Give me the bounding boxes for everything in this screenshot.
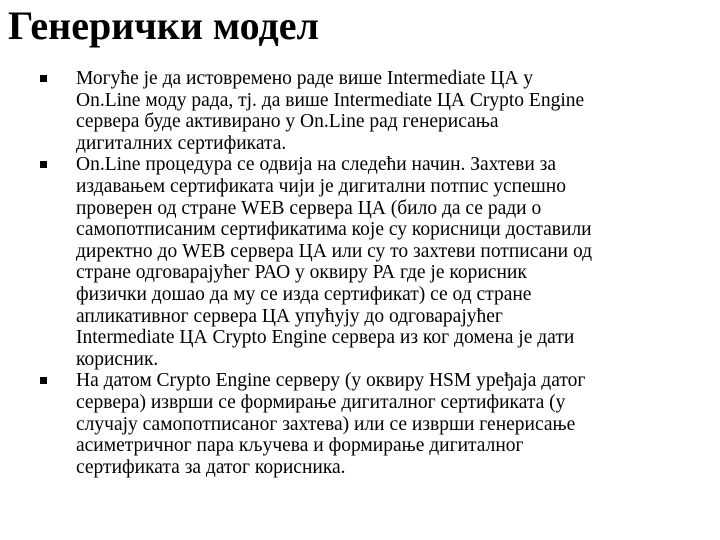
- text-line: сервера буде активирано у On.Line рад генерисања: [76, 111, 499, 133]
- text-line: сервера) изврши се формирање дигиталног сертификата (у: [76, 391, 566, 413]
- text-line: On.Line моду рада, тј. да више Intermediate ЦА Crypto Engine: [76, 89, 585, 111]
- bullet-text: [76, 154, 720, 370]
- square-bullet-icon: [40, 377, 47, 384]
- text-line: дигиталних сертификата.: [76, 132, 287, 154]
- text-line: корисник.: [76, 348, 159, 370]
- text-line: стране одговарајућег РАО у оквиру РА где је корисник: [76, 262, 527, 284]
- bullet-item: [40, 154, 720, 370]
- bullet-text: [76, 68, 720, 154]
- square-bullet-icon: [40, 75, 47, 82]
- text-line: сертификата за датог корисника.: [76, 456, 346, 478]
- bullet-item: [40, 68, 720, 154]
- text-line: издавањем сертификата чији је дигитални потпис успешно: [76, 175, 566, 197]
- slide-title: Генерички модел: [8, 3, 319, 48]
- text-line: физички дошао да му се изда сертификат) се од стране: [76, 283, 532, 305]
- text-line: асиметричног пара кључева и формирање дигиталног: [76, 435, 524, 457]
- text-line: самопотписаним сертификатима које су корисници доставили: [76, 219, 592, 241]
- text-line: On.Line процедура се одвија на следећи начин. Захтеви за: [76, 154, 557, 176]
- text-line: случају самопотписаног захтева) или се изврши генерисање: [76, 413, 576, 435]
- square-bullet-icon: [40, 161, 47, 168]
- bullet-list: [40, 68, 720, 478]
- text-line: На датом Crypto Engine серверу (у оквиру HSM уређаја датог: [76, 370, 586, 392]
- bullet-item: [40, 370, 720, 478]
- text-line: Intermediate ЦА Crypto Engine сервера из ког домена је дати: [76, 327, 575, 349]
- text-line: директно до WEB сервера ЦА или су то захтеви потписани од: [76, 240, 593, 262]
- text-line: проверен од стране WEB сервера ЦА (било да се ради о: [76, 197, 542, 219]
- text-line: апликативног сервера ЦА упућују до одговарајућег: [76, 305, 503, 327]
- text-line: Могуће је да истовремено раде више Intermediate ЦА у: [76, 68, 534, 89]
- bullet-text: [76, 370, 720, 478]
